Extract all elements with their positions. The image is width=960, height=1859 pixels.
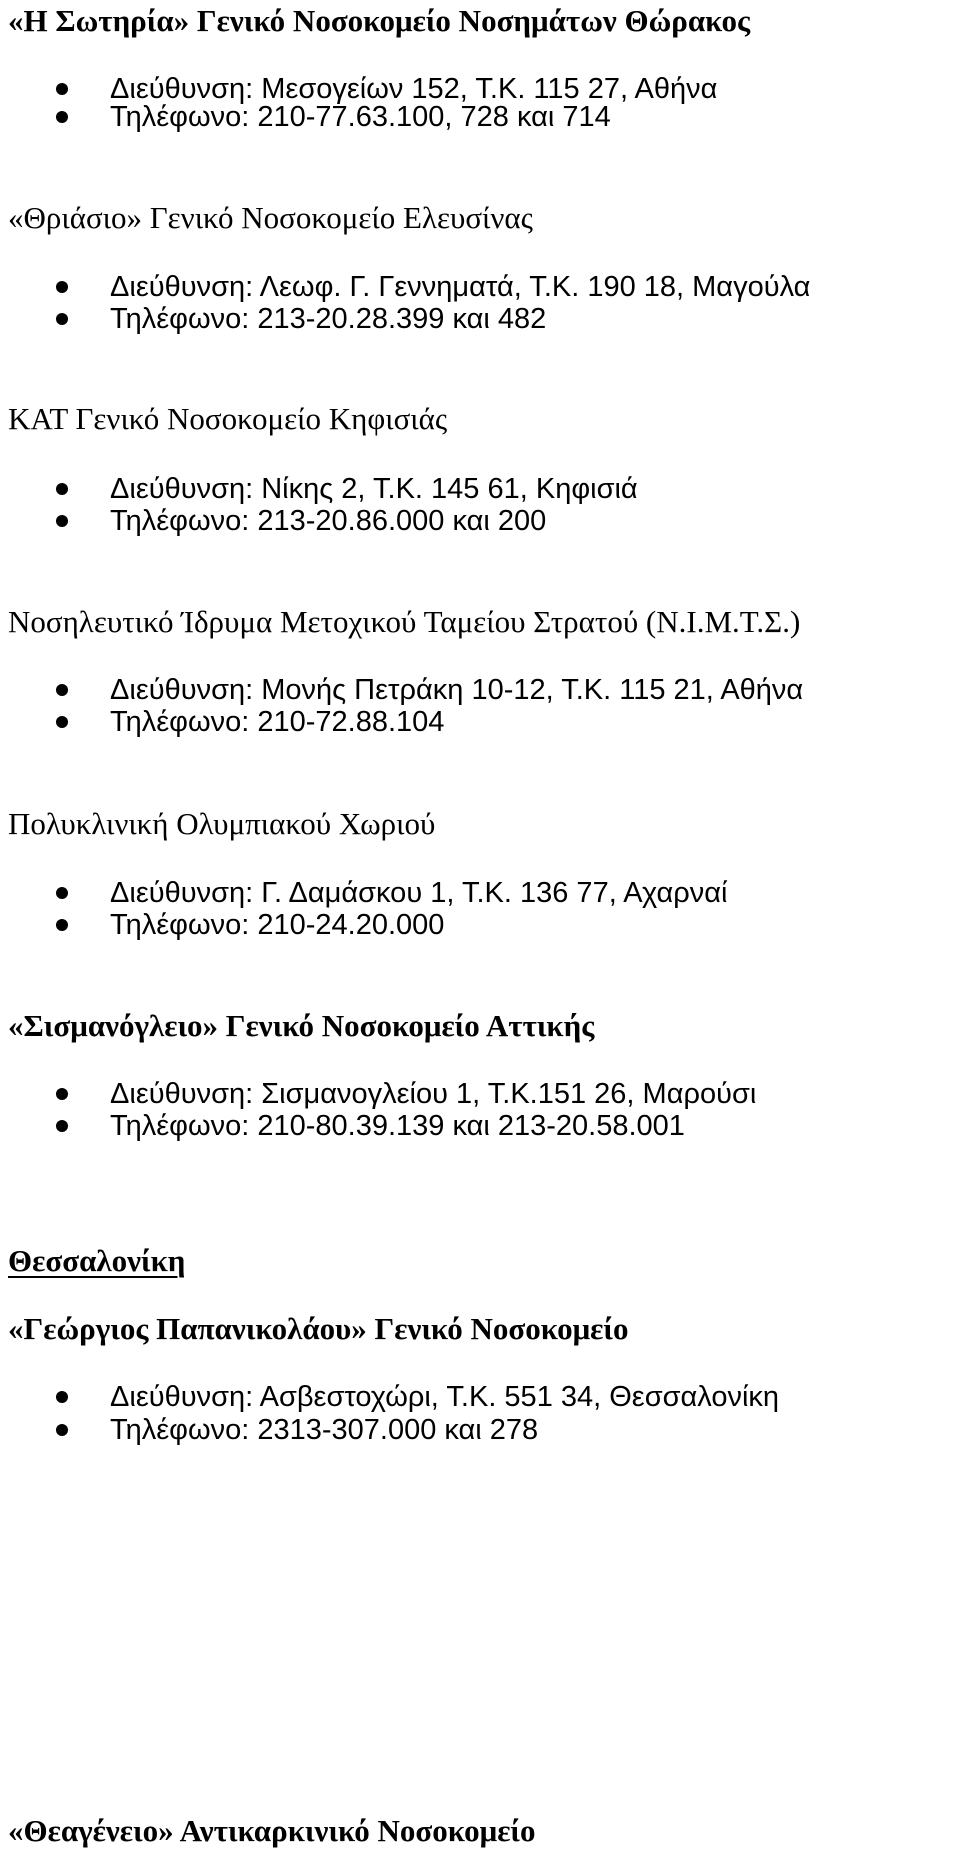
city-heading: Θεσσαλονίκη xyxy=(8,1243,186,1278)
address-text: Διεύθυνση: Μεσογείων 152, Τ.Κ. 115 27, Αθήνα xyxy=(110,73,718,105)
bullet-icon xyxy=(56,716,68,728)
address-text: Διεύθυνση: Γ. Δαμάσκου 1, Τ.Κ. 136 77, Αχαρναί xyxy=(110,877,728,909)
bullet-icon xyxy=(56,1088,68,1100)
phone-text: Τηλέφωνο: 213-20.86.000 και 200 xyxy=(110,505,547,537)
phone-text: Τηλέφωνο: 210-80.39.139 και 213-20.58.001 xyxy=(110,1110,685,1142)
bullet-icon xyxy=(56,111,68,123)
hospital-title: Πολυκλινική Ολυμπιακού Χωριού xyxy=(8,806,436,841)
hospital-title: «Γεώργιος Παπανικολάου» Γενικό Νοσοκομείο xyxy=(8,1311,629,1346)
hospital-title: «Η Σωτηρία» Γενικό Νοσοκομείο Νοσημάτων Θώρακος xyxy=(8,3,751,38)
bullet-icon xyxy=(56,684,68,696)
hospital-title: «Θεαγένειο» Αντικαρκινικό Νοσοκομείο xyxy=(8,1813,536,1848)
hospital-title: «Σισμανόγλειο» Γενικό Νοσοκομείο Αττικής xyxy=(8,1008,595,1043)
address-text: Διεύθυνση: Μονής Πετράκη 10-12, Τ.Κ. 115 21, Αθήνα xyxy=(110,674,804,706)
address-text: Διεύθυνση: Ασβεστοχώρι, Τ.Κ. 551 34, Θεσσαλονίκη xyxy=(110,1381,780,1413)
bullet-icon xyxy=(56,313,68,325)
address-text: Διεύθυνση: Λεωφ. Γ. Γεννηματά, Τ.Κ. 190 18, Μαγούλα xyxy=(110,271,811,303)
address-text: Διεύθυνση: Νίκης 2, Τ.Κ. 145 61, Κηφισιά xyxy=(110,473,638,505)
bullet-icon xyxy=(56,1391,68,1403)
phone-text: Τηλέφωνο: 210-72.88.104 xyxy=(110,706,445,738)
bullet-icon xyxy=(56,281,68,293)
bullet-icon xyxy=(56,515,68,527)
hospital-title: «Θριάσιο» Γενικό Νοσοκομείο Ελευσίνας xyxy=(8,200,533,235)
bullet-icon xyxy=(56,1424,68,1436)
bullet-icon xyxy=(56,83,68,95)
bullet-icon xyxy=(56,483,68,495)
phone-text: Τηλέφωνο: 210-24.20.000 xyxy=(110,909,445,941)
phone-text: Τηλέφωνο: 2313-307.000 και 278 xyxy=(110,1414,539,1446)
hospital-title: ΚΑΤ Γενικό Νοσοκομείο Κηφισιάς xyxy=(8,401,448,436)
bullet-icon xyxy=(56,919,68,931)
hospital-title: Νοσηλευτικό Ίδρυμα Μετοχικού Ταμείου Στρατού (Ν.Ι.Μ.Τ.Σ.) xyxy=(8,604,801,639)
bullet-icon xyxy=(56,1120,68,1132)
bullet-icon xyxy=(56,887,68,899)
address-text: Διεύθυνση: Σισμανογλείου 1, Τ.Κ.151 26, Μαρούσι xyxy=(110,1078,757,1110)
phone-text: Τηλέφωνο: 210-77.63.100, 728 και 714 xyxy=(110,101,611,133)
phone-text: Τηλέφωνο: 213-20.28.399 και 482 xyxy=(110,303,547,335)
